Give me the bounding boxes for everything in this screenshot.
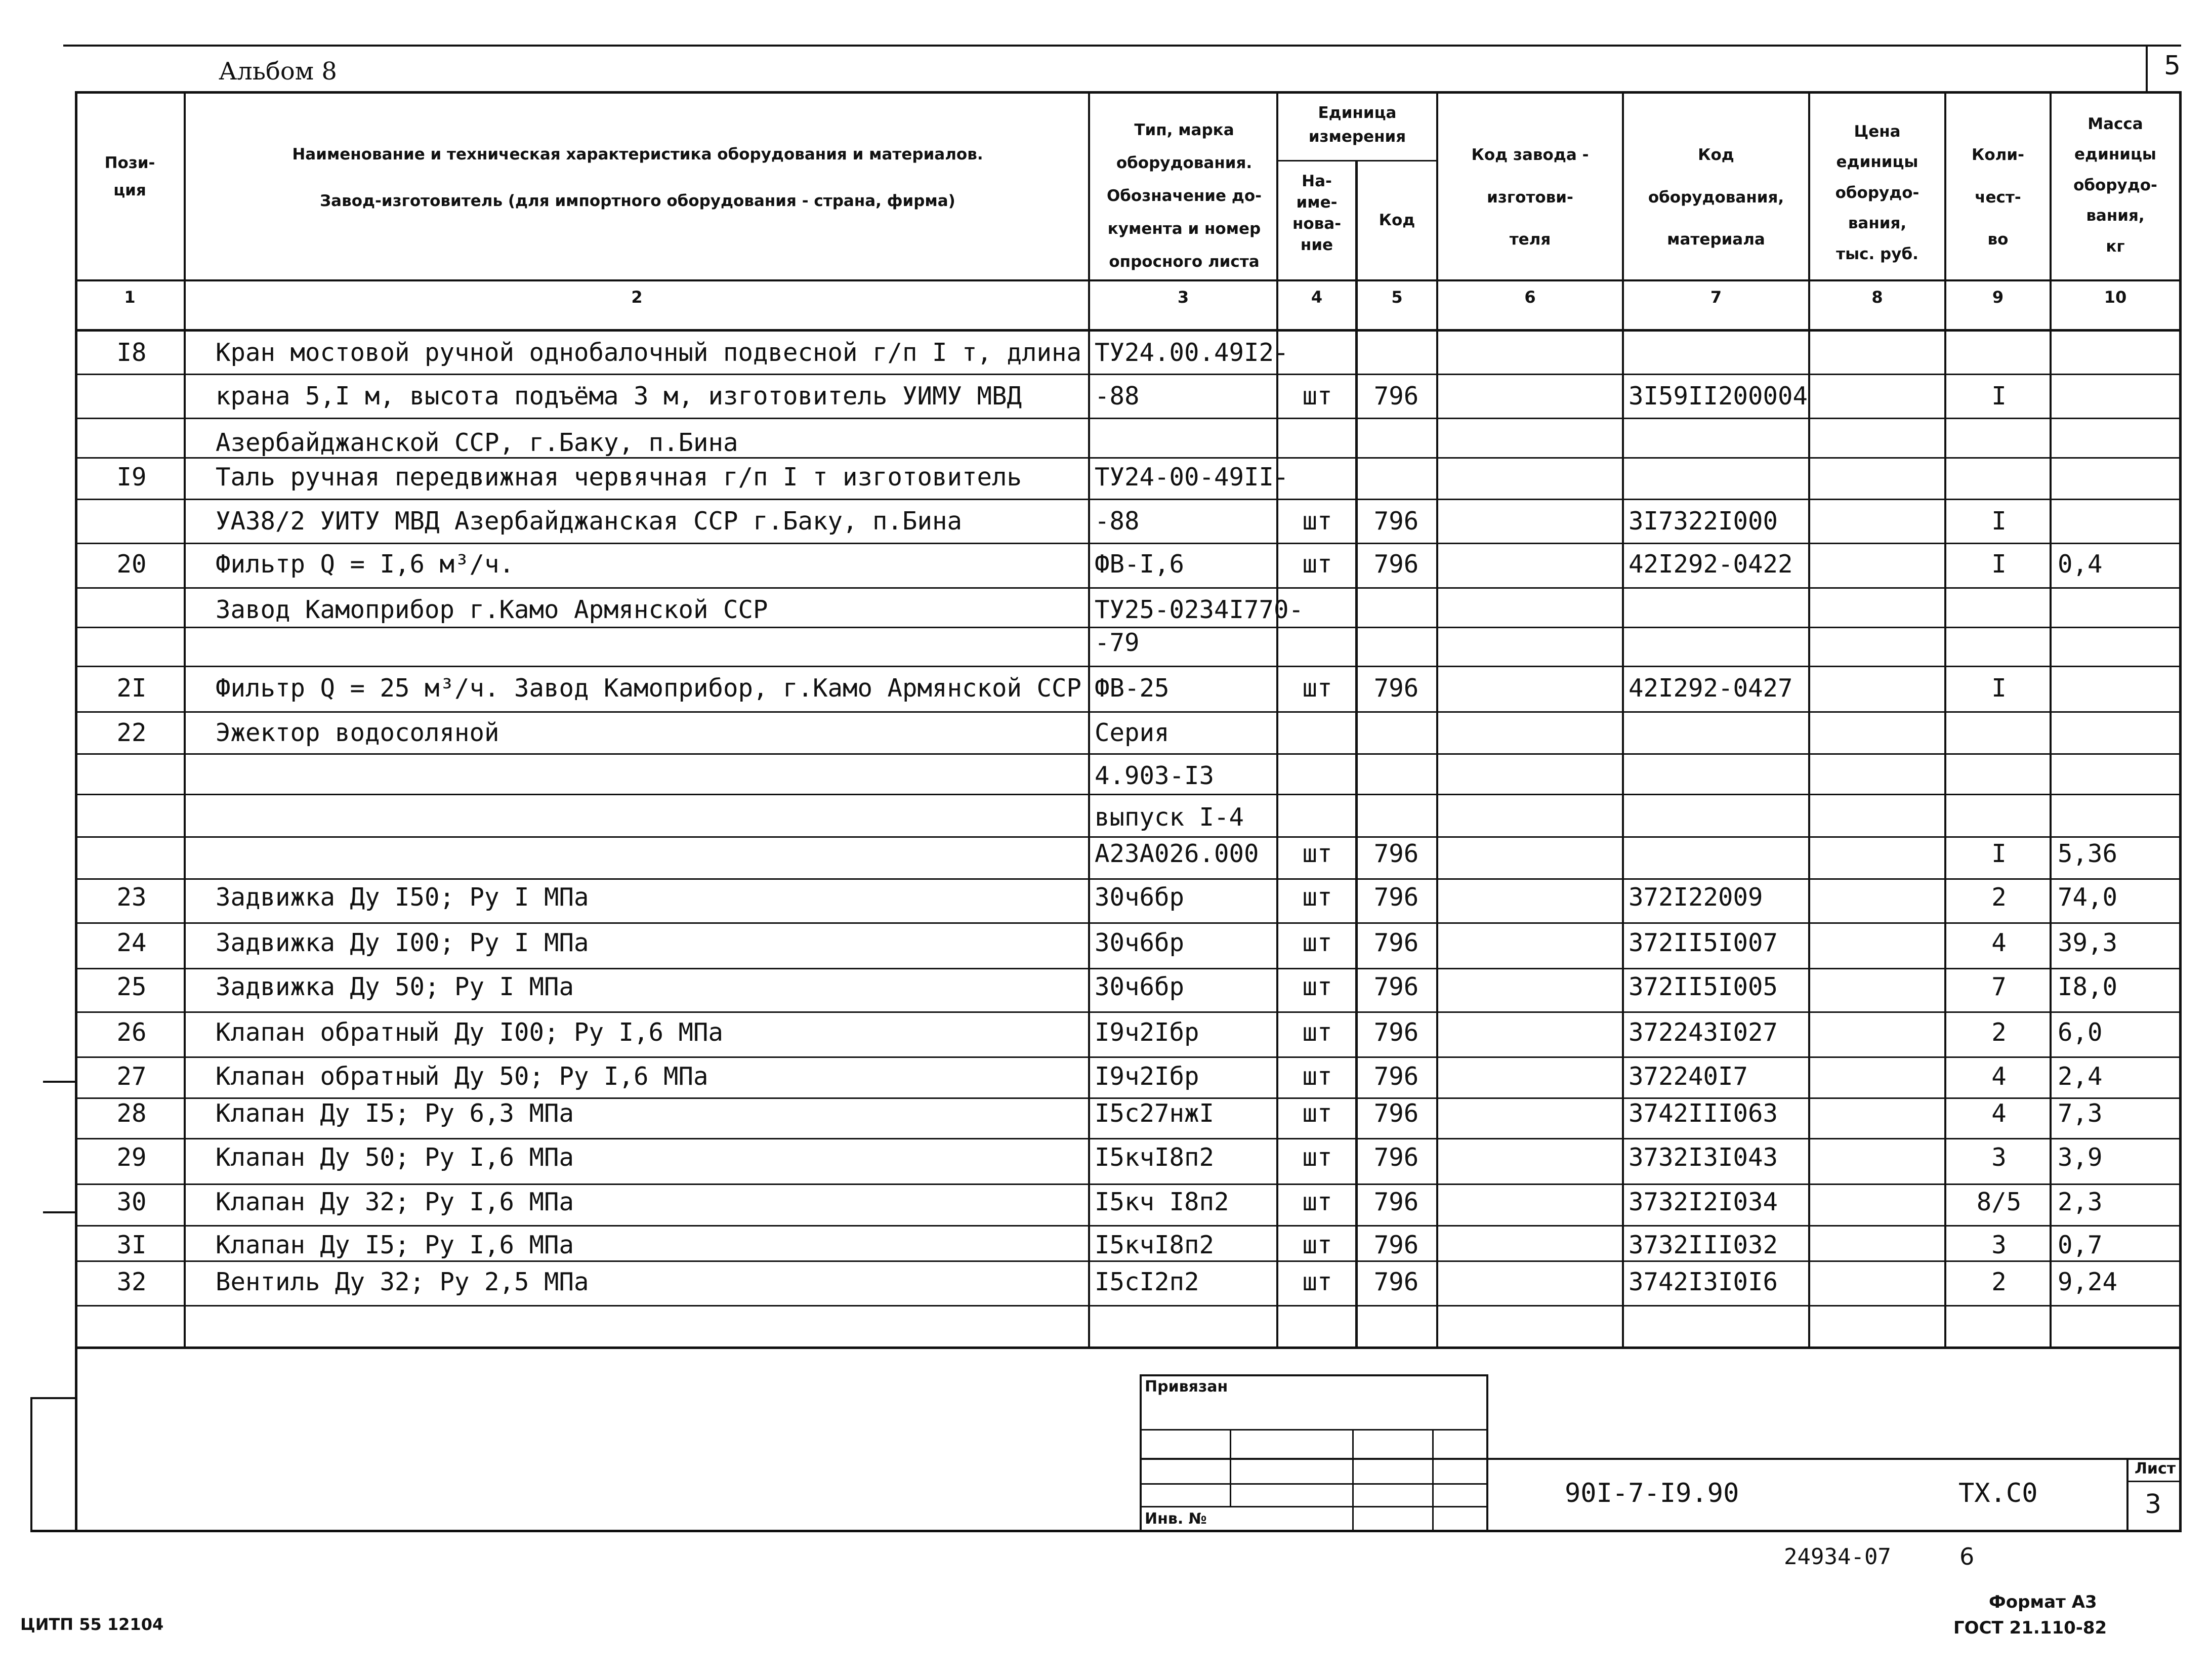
row-position: 23 — [116, 883, 147, 912]
row-type: I9ч2Iбр — [1095, 1018, 1199, 1047]
table-bottom — [75, 1346, 2180, 1349]
row-type: ФВ-25 — [1095, 674, 1170, 703]
row-unit-code: 796 — [1373, 883, 1419, 912]
row-unit-name: шт — [1302, 839, 1332, 868]
row-name: Клапан обратный Ду 50; Ру I,6 МПа — [216, 1062, 708, 1091]
row-name: Клапан Ду I5; Ру I,6 МПа — [216, 1231, 574, 1259]
sheet-box-left — [2126, 1458, 2128, 1530]
titleblock-right — [1486, 1374, 1488, 1532]
header-plant-code: Код завода - изготови- теля — [1471, 146, 1589, 249]
row-quantity: I — [1991, 382, 2007, 411]
row-sep — [75, 543, 2180, 544]
row-mass: 0,4 — [2058, 550, 2103, 579]
row-unit-name: шт — [1302, 382, 1332, 411]
row-quantity: I — [1991, 507, 2007, 536]
frame-right — [2179, 91, 2182, 1531]
row-position: 26 — [116, 1018, 147, 1047]
row-type: -79 — [1095, 628, 1140, 657]
sheet-number: 3 — [2145, 1489, 2162, 1520]
row-name: Вентиль Ду 32; Ру 2,5 МПа — [216, 1268, 589, 1296]
row-sep — [75, 753, 2180, 755]
header-unit-name: На- име- нова- ние — [1292, 172, 1342, 254]
row-name: Клапан Ду 32; Ру I,6 МПа — [216, 1188, 574, 1216]
row-quantity: 4 — [1991, 928, 2007, 957]
row-unit-name: шт — [1302, 674, 1332, 703]
header-type: Тип, марка оборудования. Обозначение до- кумента и номер опросного листа — [1106, 121, 1262, 271]
col-line-8 — [1944, 91, 1946, 1348]
row-name: Эжектор водосоляной — [216, 718, 499, 747]
row-name: крана 5,I м, высота подъёма 3 м, изготовитель УИМУ МВД — [216, 382, 1022, 411]
row-equipment-code: 3I59II200004 — [1629, 382, 1808, 411]
row-sep — [75, 1183, 2180, 1185]
row-name: Завод Камоприбор г.Камо Армянской ССР — [216, 595, 768, 624]
row-name: Таль ручная передвижная червячная г/п I т изготовитель — [216, 463, 1022, 492]
titleblock-row — [1140, 1458, 2180, 1460]
row-type: I5кч I8п2 — [1095, 1188, 1229, 1216]
row-name: Фильтр Q = I,6 м³/ч. — [216, 550, 515, 579]
row-unit-code: 796 — [1373, 674, 1419, 703]
sheet-corner-number: 5 — [2164, 51, 2181, 81]
document-code: 90I-7-I9.90 — [1565, 1478, 1739, 1508]
row-name: Задвижка Ду I00; Ру I МПа — [216, 928, 589, 957]
row-unit-name: шт — [1302, 1062, 1332, 1091]
row-mass: 5,36 — [2058, 839, 2118, 868]
row-type: ТУ24.00.49I2- — [1095, 338, 1289, 367]
colnum-9: 9 — [1992, 288, 2004, 307]
row-position: 22 — [116, 718, 147, 747]
row-type: I5кчI8п2 — [1095, 1231, 1215, 1259]
colnum-6: 6 — [1524, 288, 1536, 307]
header-bottom — [75, 279, 2180, 281]
page-number: 6 — [1959, 1543, 1975, 1570]
header-equipment-code: Код оборудования, материала — [1648, 146, 1784, 249]
row-quantity: 2 — [1991, 1018, 2007, 1047]
col-line-7 — [1808, 91, 1810, 1348]
row-equipment-code: 3742III063 — [1629, 1099, 1778, 1128]
row-quantity: 2 — [1991, 1268, 2007, 1296]
header-unit-group: Единица измерения — [1308, 104, 1406, 146]
row-type: 30ч6бр — [1095, 928, 1185, 957]
row-unit-name: шт — [1302, 1018, 1332, 1047]
colnum-bottom — [75, 329, 2180, 332]
row-unit-code: 796 — [1373, 1231, 1419, 1259]
frame-bottom — [30, 1530, 2182, 1532]
row-sep — [75, 1305, 2180, 1306]
row-type: Серия — [1095, 718, 1170, 747]
row-type: I5с27нжI — [1095, 1099, 1215, 1128]
row-sep — [75, 1138, 2180, 1139]
row-type: I5кчI8п2 — [1095, 1143, 1215, 1172]
left-tick-2 — [43, 1211, 77, 1213]
header-unit-code: Код — [1379, 211, 1415, 229]
row-sep — [75, 878, 2180, 880]
colnum-5: 5 — [1391, 288, 1403, 307]
row-equipment-code: 372II5I005 — [1629, 972, 1778, 1001]
col-line-2 — [1088, 91, 1090, 1348]
row-type: -88 — [1095, 382, 1140, 411]
header-name-line2: Завод-изготовитель (для импортного оборудования - страна, фирма) — [320, 192, 955, 210]
row-quantity: 4 — [1991, 1062, 2007, 1091]
titleblock-col — [1432, 1429, 1434, 1530]
row-position: 29 — [116, 1143, 147, 1172]
colnum-10: 10 — [2104, 288, 2127, 307]
header-mass: Масса единицы оборудо- вания, кг — [2073, 115, 2157, 256]
row-unit-name: шт — [1302, 1188, 1332, 1216]
row-quantity: 3 — [1991, 1231, 2007, 1259]
top-rule — [63, 45, 2181, 47]
row-position: I9 — [116, 463, 147, 492]
row-sep — [75, 922, 2180, 924]
row-name: Клапан обратный Ду I00; Ру I,6 МПа — [216, 1018, 724, 1047]
row-unit-code: 796 — [1373, 1268, 1419, 1296]
row-name: Задвижка Ду 50; Ру I МПа — [216, 972, 574, 1001]
row-unit-name: шт — [1302, 972, 1332, 1001]
row-name: Задвижка Ду I50; Ру I МПа — [216, 883, 589, 912]
row-type: выпуск I-4 — [1095, 803, 1244, 832]
sheet-label: Лист — [2135, 1460, 2176, 1478]
titleblock-col — [1352, 1429, 1354, 1530]
row-unit-code: 796 — [1373, 928, 1419, 957]
row-sep — [75, 374, 2180, 375]
row-quantity: I — [1991, 550, 2007, 579]
row-unit-code: 796 — [1373, 1062, 1419, 1091]
row-position: 27 — [116, 1062, 147, 1091]
row-equipment-code: 372II5I007 — [1629, 928, 1778, 957]
row-equipment-code: 372243I027 — [1629, 1018, 1778, 1047]
titleblock-row — [1140, 1506, 1488, 1507]
col-line-6 — [1622, 91, 1624, 1348]
row-unit-name: шт — [1302, 1268, 1332, 1296]
row-equipment-code: 372240I7 — [1629, 1062, 1748, 1091]
row-unit-name: шт — [1302, 507, 1332, 536]
frame-left — [75, 91, 77, 1531]
row-type: I5сI2п2 — [1095, 1268, 1199, 1296]
left-tick-3 — [30, 1397, 77, 1399]
row-name: УА38/2 УИТУ МВД Азербайджанская ССР г.Баку, п.Бина — [216, 507, 963, 536]
row-type: А23А026.000 — [1095, 839, 1259, 868]
row-position: 25 — [116, 972, 147, 1001]
row-type: ТУ25-0234I770- — [1095, 595, 1304, 624]
row-equipment-code: 42I292-0427 — [1629, 674, 1793, 703]
row-sep — [75, 1056, 2180, 1058]
format-label: Формат А3 — [1989, 1592, 2097, 1612]
row-sep — [75, 418, 2180, 419]
col-line-5 — [1436, 91, 1438, 1348]
row-mass: 2,4 — [2058, 1062, 2103, 1091]
titleblock-row — [1140, 1429, 1488, 1431]
row-position: 30 — [116, 1188, 147, 1216]
header-quantity: Коли- чест- во — [1972, 146, 2024, 249]
row-sep — [75, 836, 2180, 838]
row-name: Клапан Ду I5; Ру 6,3 МПа — [216, 1099, 574, 1128]
row-quantity: 7 — [1991, 972, 2007, 1001]
row-sep — [75, 587, 2180, 589]
row-quantity: 8/5 — [1976, 1188, 2022, 1216]
row-type: -88 — [1095, 507, 1140, 536]
row-unit-name: шт — [1302, 550, 1332, 579]
row-sep — [75, 457, 2180, 459]
row-unit-code: 796 — [1373, 1099, 1419, 1128]
row-quantity: 4 — [1991, 1099, 2007, 1128]
row-position: I8 — [116, 338, 147, 367]
attached-label: Привязан — [1145, 1378, 1228, 1396]
header-name-line1: Наименование и техническая характеристика оборудования и материалов. — [292, 145, 983, 164]
row-equipment-code: 42I292-0422 — [1629, 550, 1793, 579]
row-sep — [75, 794, 2180, 795]
row-unit-name: шт — [1302, 1231, 1332, 1259]
row-sep — [75, 1225, 2180, 1227]
colnum-7: 7 — [1710, 288, 1722, 307]
row-name: Кран мостовой ручной однобалочный подвесной г/п I т, длина — [216, 338, 1082, 367]
left-binding-line — [30, 1397, 32, 1532]
row-unit-code: 796 — [1373, 507, 1419, 536]
row-quantity: I — [1991, 674, 2007, 703]
col-line-9 — [2050, 91, 2052, 1348]
row-equipment-code: 372I22009 — [1629, 883, 1763, 912]
inventory-number-label: Инв. № — [1145, 1510, 1207, 1528]
row-sep — [75, 1011, 2180, 1013]
corner-box-border — [2146, 45, 2148, 91]
row-sep — [75, 1260, 2180, 1262]
row-unit-code: 796 — [1373, 1018, 1419, 1047]
row-sep — [75, 968, 2180, 969]
row-unit-name: шт — [1302, 1143, 1332, 1172]
colnum-4: 4 — [1311, 288, 1323, 307]
row-position: 32 — [116, 1268, 147, 1296]
row-mass: 6,0 — [2058, 1018, 2103, 1047]
row-quantity: 3 — [1991, 1143, 2007, 1172]
frame-top — [75, 91, 2180, 94]
row-name: Азербайджанской ССР, г.Баку, п.Бина — [216, 428, 738, 457]
row-type: 4.903-I3 — [1095, 761, 1215, 790]
row-position: 20 — [116, 550, 147, 579]
row-position: 2I — [116, 674, 147, 703]
row-quantity: I — [1991, 839, 2007, 868]
document-mark: ТХ.С0 — [1958, 1478, 2038, 1508]
row-equipment-code: 3742I3I0I6 — [1629, 1268, 1778, 1296]
row-unit-code: 796 — [1373, 972, 1419, 1001]
colnum-2: 2 — [631, 288, 643, 307]
row-mass: 74,0 — [2058, 883, 2118, 912]
row-equipment-code: 3732I2I034 — [1629, 1188, 1778, 1216]
row-type: I9ч2Iбр — [1095, 1062, 1199, 1091]
header-position: Пози- ция — [104, 154, 155, 200]
row-mass: 3,9 — [2058, 1143, 2103, 1172]
col-line-3 — [1276, 91, 1278, 1348]
row-type: ФВ-I,6 — [1095, 550, 1185, 579]
left-tick-1 — [43, 1081, 77, 1083]
row-type: 30ч6бр — [1095, 883, 1185, 912]
gost-label: ГОСТ 21.110-82 — [1953, 1618, 2107, 1638]
row-sep — [75, 666, 2180, 667]
row-sep — [75, 499, 2180, 500]
row-unit-code: 796 — [1373, 1143, 1419, 1172]
titleblock-top — [1140, 1374, 1488, 1376]
row-equipment-code: 3I7322I000 — [1629, 507, 1778, 536]
row-position: 24 — [116, 928, 147, 957]
row-unit-code: 796 — [1373, 382, 1419, 411]
row-unit-name: шт — [1302, 883, 1332, 912]
row-unit-code: 796 — [1373, 550, 1419, 579]
row-unit-name: шт — [1302, 928, 1332, 957]
row-equipment-code: 3732III032 — [1629, 1231, 1778, 1259]
colnum-1: 1 — [124, 288, 136, 307]
row-unit-code: 796 — [1373, 1188, 1419, 1216]
row-unit-code: 796 — [1373, 839, 1419, 868]
row-mass: I8,0 — [2058, 972, 2118, 1001]
sheet-box-mid — [2126, 1481, 2180, 1482]
row-type: 30ч6бр — [1095, 972, 1185, 1001]
row-unit-name: шт — [1302, 1099, 1332, 1128]
row-mass: 39,3 — [2058, 928, 2118, 957]
row-sep — [75, 711, 2180, 713]
colnum-8: 8 — [1871, 288, 1883, 307]
header-price: Цена единицы оборудо- вания, тыс. руб. — [1835, 123, 1919, 263]
archive-number: 24934-07 — [1784, 1544, 1891, 1570]
row-equipment-code: 3732I3I043 — [1629, 1143, 1778, 1172]
row-mass: 9,24 — [2058, 1268, 2118, 1296]
row-mass: 2,3 — [2058, 1188, 2103, 1216]
row-mass: 0,7 — [2058, 1231, 2103, 1259]
row-quantity: 2 — [1991, 883, 2007, 912]
titleblock-left — [1140, 1374, 1142, 1532]
titleblock-col — [1230, 1429, 1231, 1506]
stamp-left: ЦИТП 55 12104 — [20, 1615, 164, 1634]
row-type: ТУ24-00-49II- — [1095, 463, 1289, 492]
colnum-3: 3 — [1177, 288, 1189, 307]
titleblock-row — [1140, 1483, 1488, 1485]
row-mass: 7,3 — [2058, 1099, 2103, 1128]
row-name: Фильтр Q = 25 м³/ч. Завод Камоприбор, г.Камо Армянской ССР — [216, 674, 1082, 703]
row-name: Клапан Ду 50; Ру I,6 МПа — [216, 1143, 574, 1172]
row-position: 28 — [116, 1099, 147, 1128]
album-label: Альбом 8 — [219, 57, 337, 86]
row-position: 3I — [116, 1231, 147, 1259]
